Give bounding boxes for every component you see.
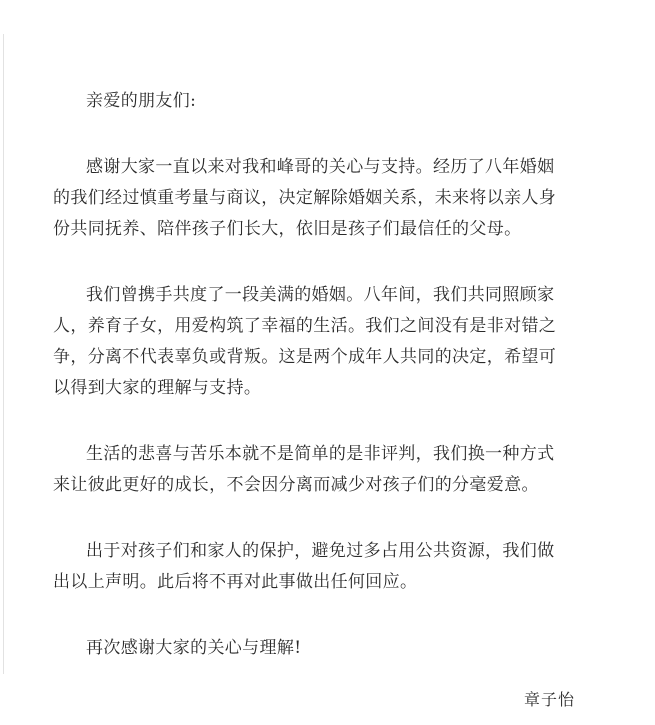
page-edge-divider [3,34,4,674]
paragraph-line: 出于对孩子们和家人的保护，避免过多占用公共资源，我们做 [86,541,555,561]
paragraph-line: 感谢大家一直以来对我和峰哥的关心与支持。经历了八年婚姻 [86,157,555,177]
paragraph-line: 人，养育子女，用爱构筑了幸福的生活。我们之间没有是非对错之 [53,316,557,336]
paragraph-line: 的我们经过慎重考量与商议，决定解除婚姻关系，未来将以亲人身 [53,188,557,208]
letter-signature: 章子怡 [524,690,576,709]
paragraph-line: 我们曾携手共度了一段美满的婚姻。八年间，我们共同照顾家 [86,285,555,305]
letter-greeting: 亲爱的朋友们: [86,91,197,111]
paragraph-line: 再次感谢大家的关心与理解! [86,638,302,658]
paragraph-line: 出以上声明。此后将不再对此事做出任何回应。 [53,572,418,592]
paragraph-line: 份共同抚养、陪伴孩子们长大，依旧是孩子们最信任的父母。 [53,219,522,239]
paragraph-line: 来让彼此更好的成长，不会因分离而减少对孩子们的分毫爱意。 [53,475,539,495]
paragraph-line: 生活的悲喜与苦乐本就不是简单的是非评判，我们换一种方式 [86,444,555,464]
paragraph-line: 争，分离不代表辜负或背叛。这是两个成年人共同的决定，希望可 [53,347,557,367]
paragraph-line: 以得到大家的理解与支持。 [53,378,262,398]
